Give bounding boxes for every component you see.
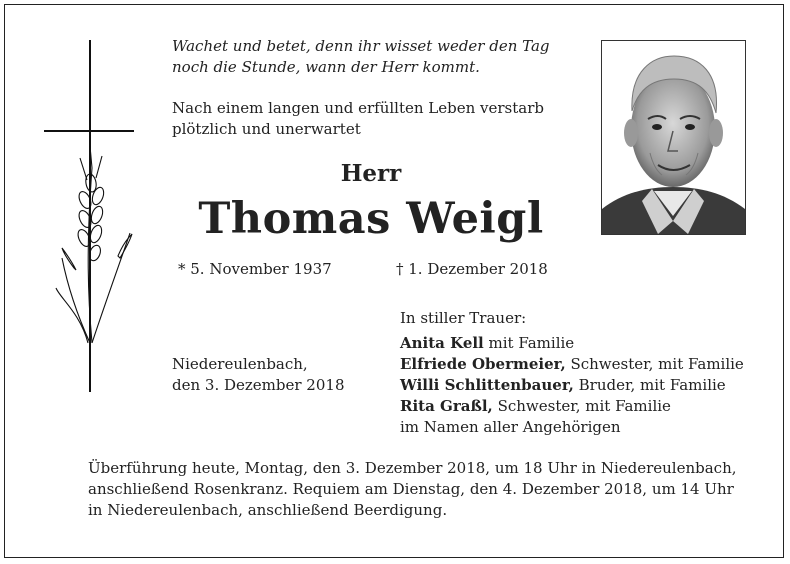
place-line-2: den 3. Dezember 2018 — [172, 376, 345, 394]
salutation: Herr — [340, 160, 402, 187]
family-member-name: Elfriede Obermeier, — [400, 355, 566, 373]
family-closing: im Namen aller Angehörigen — [400, 418, 621, 436]
intro-line-1: Nach einem langen und erfüllten Leben verstarb — [172, 99, 544, 117]
family-member-relation: Bruder, mit Familie — [573, 376, 726, 394]
portrait-photo — [601, 40, 746, 235]
family-list — [400, 333, 744, 438]
birth-date: * 5. November 1937 — [178, 260, 332, 278]
place-date — [172, 354, 345, 396]
quote-line-1: Wachet und betet, denn ihr wisset weder den Tag — [172, 37, 550, 55]
family-member-name: Anita Kell — [400, 334, 484, 352]
intro-text — [172, 98, 544, 140]
family-member-relation: Schwester, mit Familie — [492, 397, 671, 415]
family-item — [400, 354, 744, 375]
funeral-line-3: in Niedereulenbach, anschließend Beerdigung. — [88, 501, 448, 519]
family-member-relation: Schwester, mit Familie — [565, 355, 744, 373]
portrait-image — [602, 41, 745, 234]
death-date: † 1. Dezember 2018 — [396, 260, 548, 278]
family-member-name: Willi Schlittenbauer, — [400, 376, 574, 394]
funeral-line-1: Überführung heute, Montag, den 3. Dezember 2018, um 18 Uhr in Niedereulenbach, — [88, 459, 737, 477]
intro-line-2: plötzlich und unerwartet — [172, 120, 361, 138]
place-line-1: Niedereulenbach, — [172, 355, 308, 373]
bible-quote — [172, 36, 550, 78]
family-item — [400, 333, 744, 354]
family-item — [400, 396, 744, 417]
family-item — [400, 375, 744, 396]
funeral-details — [88, 458, 737, 521]
quote-line-2: noch die Stunde, wann der Herr kommt. — [172, 58, 480, 76]
family-member-relation: mit Familie — [483, 334, 575, 352]
funeral-line-2: anschließend Rosenkranz. Requiem am Dienstag, den 4. Dezember 2018, um 14 Uhr — [88, 480, 734, 498]
family-member-name: Rita Graßl, — [400, 397, 493, 415]
deceased-name: Thomas Weigl — [198, 194, 544, 244]
mourning-label: In stiller Trauer: — [400, 309, 527, 327]
